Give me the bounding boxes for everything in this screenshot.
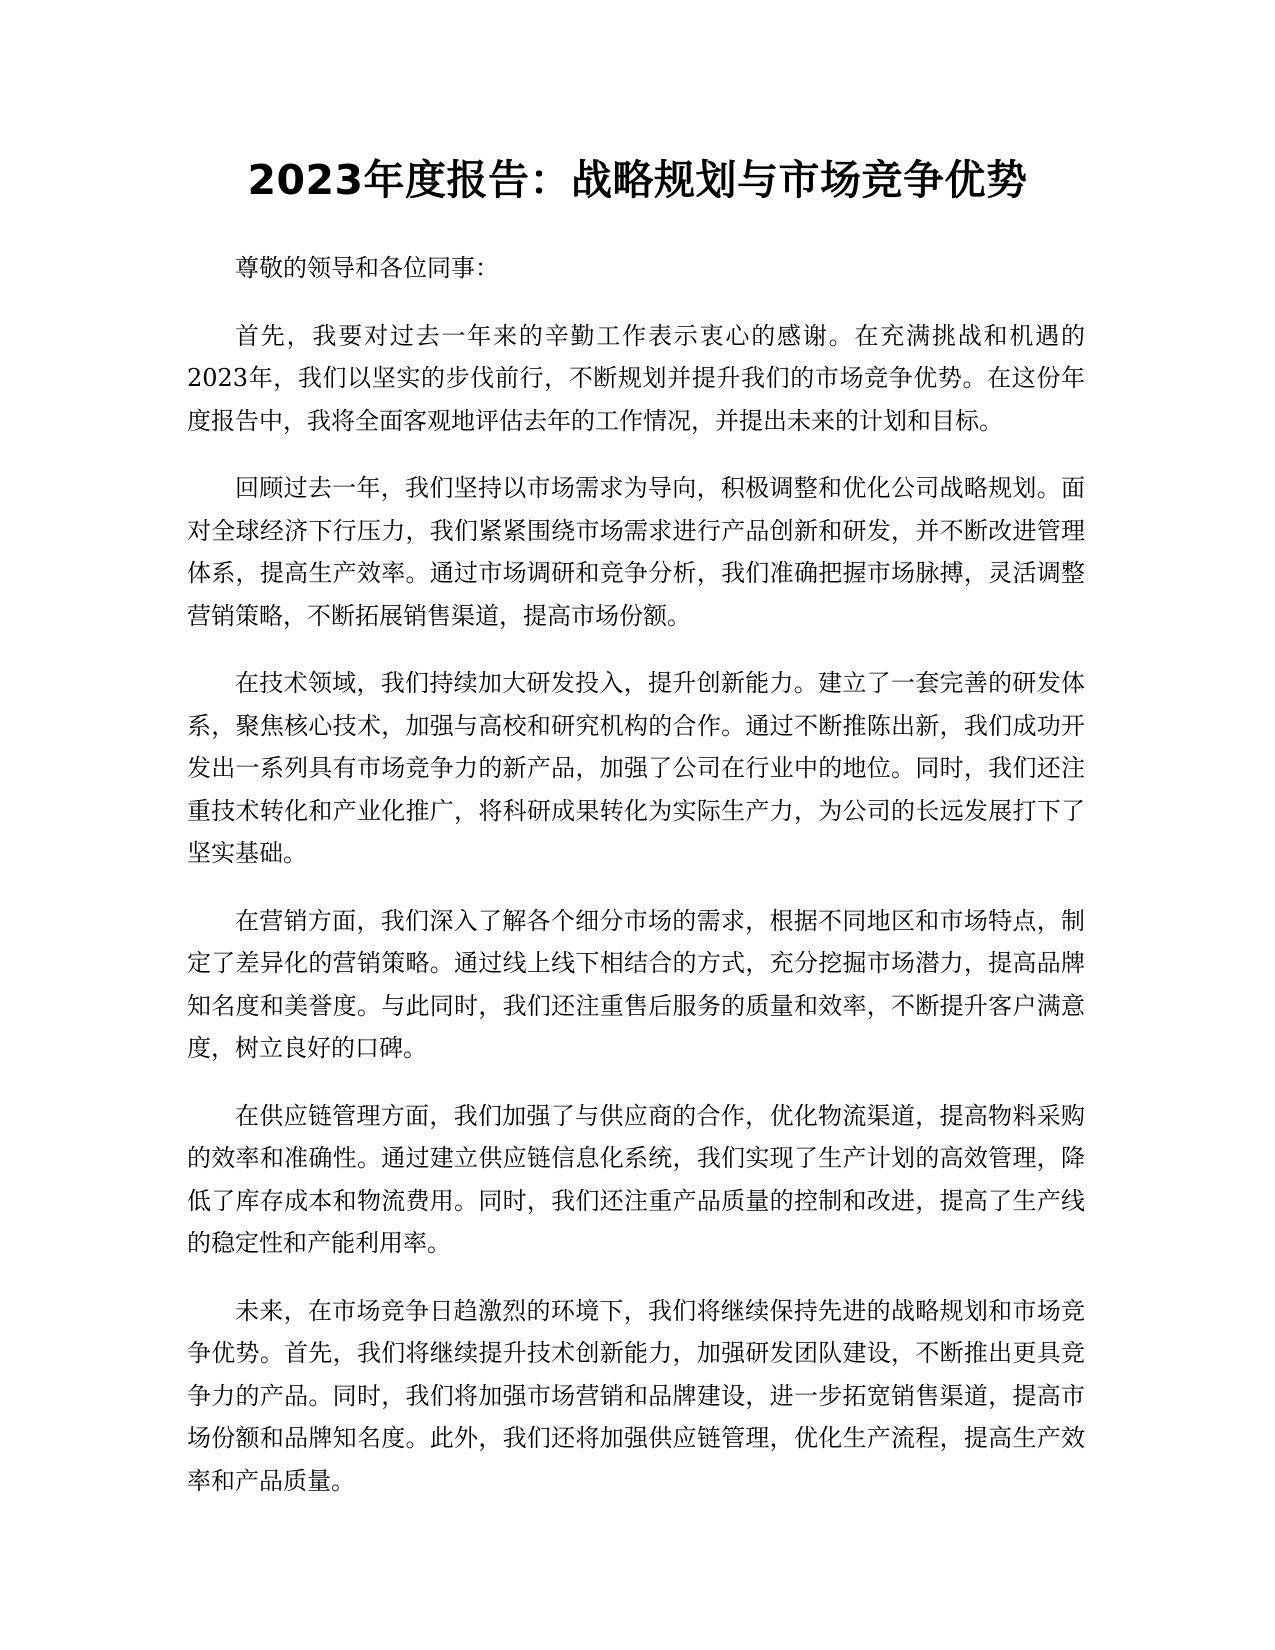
salutation: 尊敬的领导和各位同事： <box>235 254 499 282</box>
paragraph-future: 未来，在市场竞争日趋激烈的环境下，我们将继续保持先进的战略规划和市场竞争优势。首先，我们将继续提升技术创新能力，加强研发团队建设，不断推出更具竞争力的产品。同时，我们将加强市场营销和品牌建设，进一步拓宽销售渠道，提高市场份额和品牌知名度。此外，我们还将加强供应链管理，优化生产流程，提高生产效率和产品质量。 <box>187 1296 1085 1495</box>
document-body <box>187 247 1085 1527</box>
paragraph-technology: 在技术领域，我们持续加大研发投入，提升创新能力。建立了一套完善的研发体系，聚焦核心技术，加强与高校和研究机构的合作。通过不断推陈出新，我们成功开发出一系列具有市场竞争力的新产品，加强了公司在行业中的地位。同时，我们还注重技术转化和产业化推广，将科研成果转化为实际生产力，为公司的长远发展打下了坚实基础。 <box>187 669 1085 867</box>
paragraph-intro: 首先，我要对过去一年来的辛勤工作表示衷心的感谢。在充满挑战和机遇的2023年，我们以坚实的步伐前行，不断规划并提升我们的市场竞争优势。在这份年度报告中，我将全面客观地评估去年的工作情况，并提出未来的计划和目标。 <box>187 321 1085 435</box>
paragraph-supply-chain: 在供应链管理方面，我们加强了与供应商的合作，优化物流渠道，提高物料采购的效率和准确性。通过建立供应链信息化系统，我们实现了生产计划的高效管理，降低了库存成本和物流费用。同时，我们还注重产品质量的控制和改进，提高了生产线的稳定性和产能利用率。 <box>187 1101 1085 1257</box>
paragraph-review: 回顾过去一年，我们坚持以市场需求为导向，积极调整和优化公司战略规划。面对全球经济下行压力，我们紧紧围绕市场需求进行产品创新和研发，并不断改进管理体系，提高生产效率。通过市场调研和竞争分析，我们准确把握市场脉搏，灵活调整营销策略，不断拓展销售渠道，提高市场份额。 <box>187 474 1085 630</box>
document-title: 2023年度报告：战略规划与市场竞争优势 <box>247 156 1028 204</box>
paragraph-marketing: 在营销方面，我们深入了解各个细分市场的需求，根据不同地区和市场特点，制定了差异化的营销策略。通过线上线下相结合的方式，充分挖掘市场潜力，提高品牌知名度和美誉度。与此同时，我们还注重售后服务的质量和效率，不断提升客户满意度，树立良好的口碑。 <box>187 906 1085 1062</box>
